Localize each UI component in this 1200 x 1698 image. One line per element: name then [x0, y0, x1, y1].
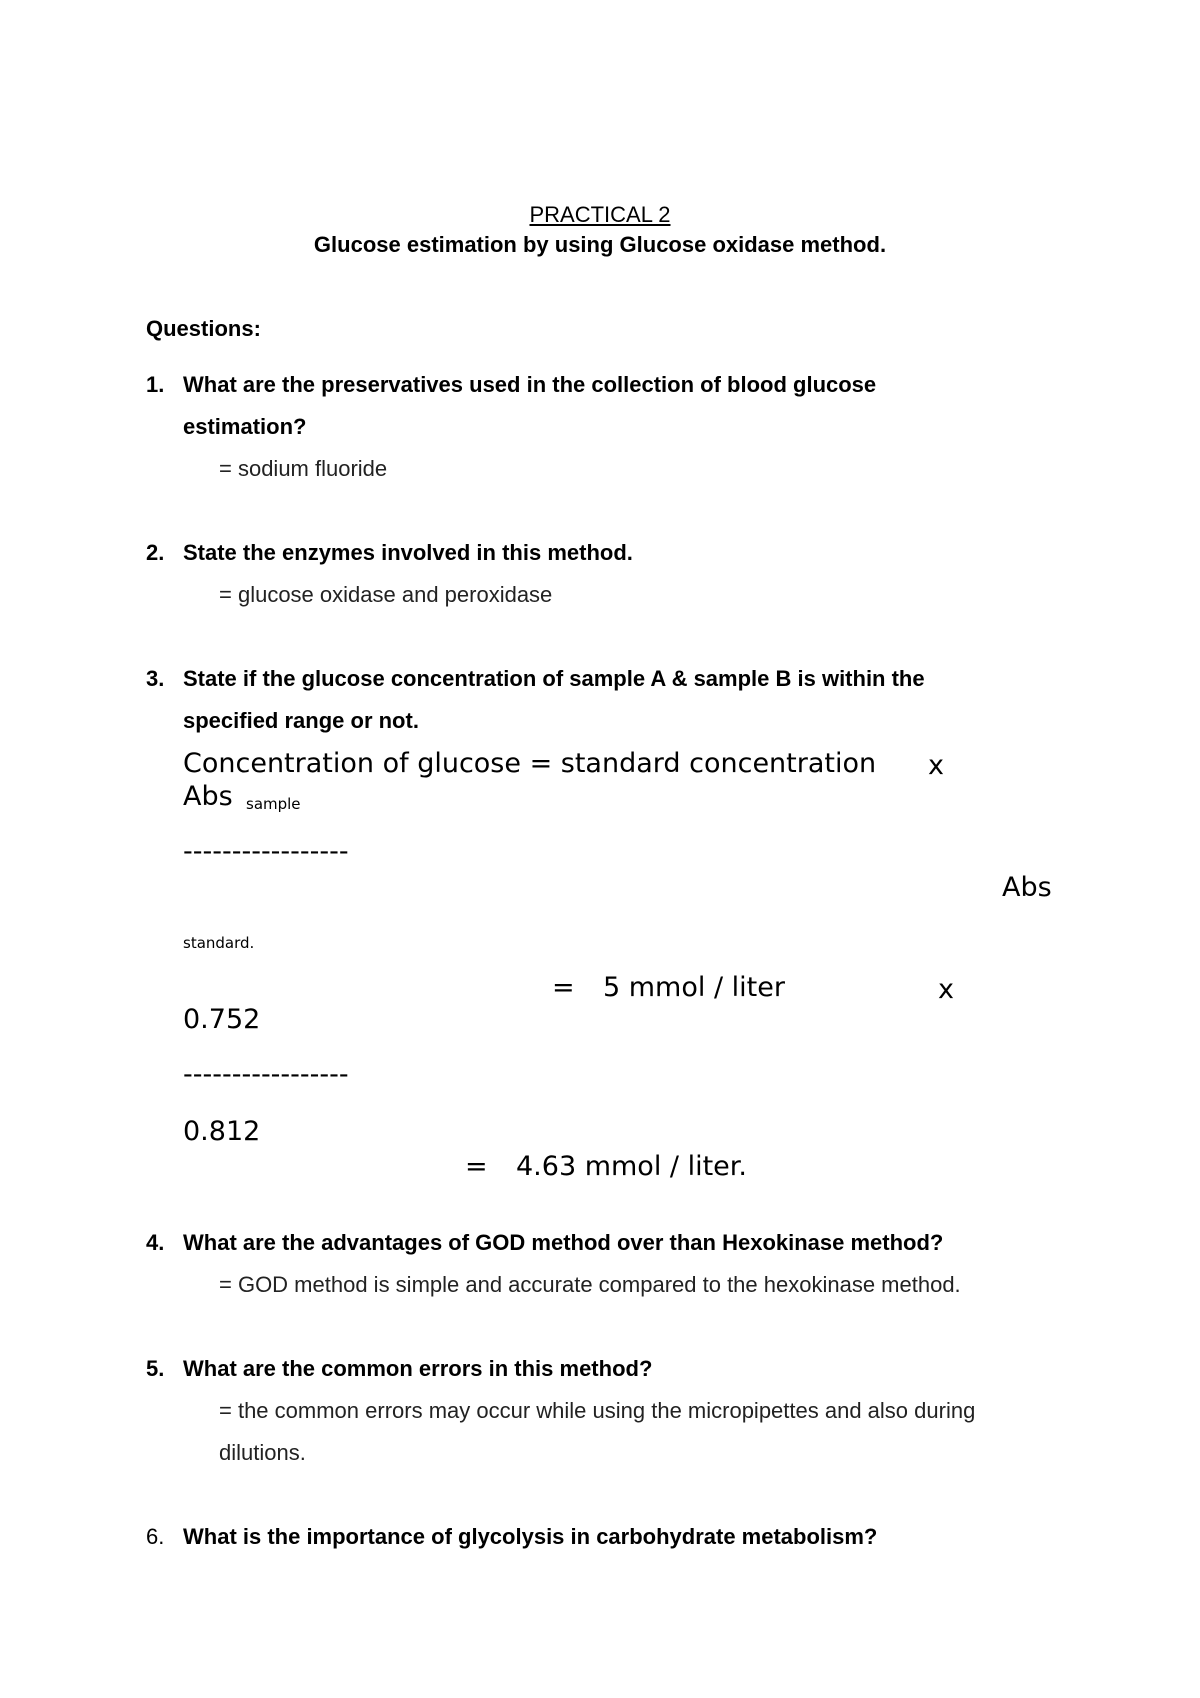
q4-text: What are the advantages of GOD method over than Hexokinase method? [183, 1230, 944, 1255]
page-subtitle: Glucose estimation by using Glucose oxidase method. [313, 232, 887, 257]
q3-text-line1: State if the glucose concentration of sample A & sample B is within the [183, 666, 925, 691]
formula-line1: Concentration of glucose = standard concentration [183, 748, 877, 779]
q5-number: 5. [146, 1356, 165, 1381]
q1-text-line1: What are the preservatives used in the collection of blood glucose [183, 372, 877, 397]
formula-equals-2: = [465, 1151, 488, 1182]
formula-divider-1: ----------------- [183, 836, 349, 867]
formula-standard-concentration: 5 mmol / liter [603, 972, 785, 1003]
formula-equals-1: = [552, 972, 575, 1003]
formula-abs-sample: Abs [183, 781, 233, 812]
q2-number: 2. [146, 540, 165, 565]
formula-abs-sample-value: 0.752 [183, 1004, 261, 1035]
q6-number: 6. [146, 1524, 165, 1549]
q4-answer: = GOD method is simple and accurate compared to the hexokinase method. [219, 1272, 961, 1297]
q2-text: State the enzymes involved in this method. [183, 540, 633, 565]
q5-answer-line2: dilutions. [219, 1440, 306, 1465]
formula-abs-standard-value: 0.812 [183, 1116, 261, 1147]
formula-multiply-1: x [928, 750, 944, 781]
formula-standard-subscript: standard. [183, 934, 255, 952]
formula-sample-subscript: sample [246, 795, 301, 813]
q4-number: 4. [146, 1230, 165, 1255]
q5-answer-line1: = the common errors may occur while using the micropipettes and also during [219, 1398, 976, 1423]
q5-text: What are the common errors in this method? [183, 1356, 653, 1381]
formula-multiply-2: x [938, 974, 954, 1005]
questions-heading: Questions: [146, 316, 261, 341]
q2-answer: = glucose oxidase and peroxidase [219, 582, 553, 607]
formula-divider-2: ----------------- [183, 1059, 349, 1090]
q3-number: 3. [146, 666, 165, 691]
page-title: PRACTICAL 2 [529, 202, 671, 227]
q3-text-line2: specified range or not. [183, 708, 419, 733]
q1-answer: = sodium fluoride [219, 456, 388, 481]
formula-result: 4.63 mmol / liter. [516, 1151, 747, 1182]
formula-abs-standard: Abs [1002, 872, 1052, 903]
q1-text-line2: estimation? [183, 414, 307, 439]
q1-number: 1. [146, 372, 165, 397]
q6-text: What is the importance of glycolysis in carbohydrate metabolism? [183, 1524, 878, 1549]
